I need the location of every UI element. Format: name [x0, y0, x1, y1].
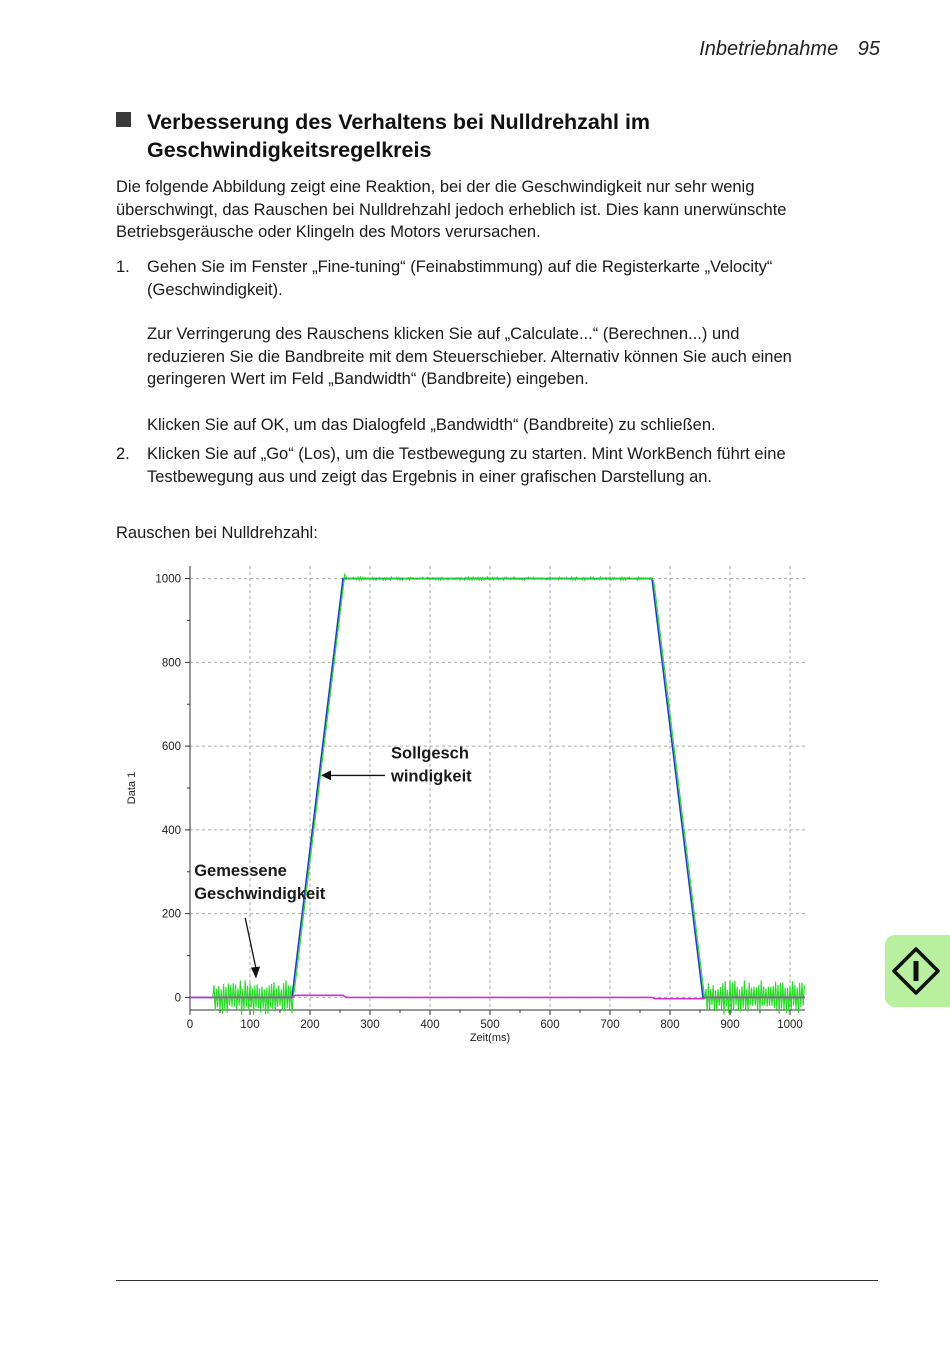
intro-line: Betriebsgeräusche oder Klingeln des Motors verursachen.	[116, 223, 541, 241]
section-title	[147, 108, 867, 164]
y-tick-label: 800	[161, 657, 181, 670]
annotation-sollgeschwindigkeit-line1: Sollgesch	[391, 744, 469, 763]
step-line: Klicken Sie auf „Go“ (Los), um die Testbewegung zu starten. Mint WorkBench führt eine	[147, 445, 786, 463]
section-bullet-icon	[116, 112, 131, 127]
annotation-arrow-line	[245, 918, 256, 969]
step-line: Klicken Sie auf OK, um das Dialogfeld „Bandwidth“ (Bandbreite) zu schließen.	[147, 416, 716, 434]
step-line: reduzieren Sie die Bandbreite mit dem Steuerschieber. Alternativ können Sie auch einen	[147, 347, 792, 366]
chart-svg	[120, 560, 820, 1060]
step-number: 2.	[116, 445, 130, 463]
intro-paragraph	[116, 176, 866, 244]
x-axis-label: Zeit(ms)	[469, 1032, 511, 1044]
annotation-gemessene-line2: Geschwindigkeit	[194, 884, 326, 903]
y-axis-label: Data 1	[126, 771, 138, 805]
x-tick-label: 200	[300, 1019, 320, 1031]
series-line-sollgeschwindigkeit	[190, 579, 805, 998]
y-tick-label: 400	[161, 824, 181, 837]
x-tick-label: 600	[540, 1019, 560, 1031]
step-line: Gehen Sie im Fenster „Fine-tuning“ (Feinabstimmung) auf die Registerkarte „Velocity“	[147, 258, 773, 276]
annotation-gemessene-line1: Gemessene	[194, 861, 287, 880]
intro-line: überschwingt, das Rauschen bei Nulldrehzahl jedoch erheblich ist. Dies kann unerwünschte	[116, 200, 787, 219]
intro-line: Die folgende Abbildung zeigt eine Reaktion, bei der die Geschwindigkeit nur sehr wenig	[116, 178, 755, 196]
x-tick-label: 300	[360, 1019, 380, 1031]
step-subparagraph	[147, 323, 872, 391]
step-line: geringeren Wert im Feld „Bandwidth“ (Bandbreite) eingeben.	[147, 370, 589, 388]
y-tick-label: 0	[174, 992, 181, 1005]
x-tick-label: 700	[600, 1019, 620, 1031]
x-tick-label: 900	[720, 1019, 740, 1031]
figure-caption: Rauschen bei Nulldrehzahl:	[116, 524, 318, 542]
y-tick-label: 200	[161, 908, 181, 921]
x-tick-label: 100	[240, 1019, 260, 1031]
section-title-line: Verbesserung des Verhaltens bei Nulldrehzahl im	[147, 110, 651, 134]
footer-rule	[116, 1280, 878, 1281]
running-header	[699, 38, 880, 61]
y-tick-label: 1000	[155, 573, 181, 586]
x-tick-label: 1000	[777, 1019, 803, 1031]
page-number: 95	[857, 38, 880, 60]
y-tick-label: 600	[161, 741, 181, 754]
step-line: Testbewegung aus und zeigt das Ergebnis in einer grafischen Darstellung an.	[147, 467, 713, 486]
x-tick-label: 500	[480, 1019, 500, 1031]
step-number: 1.	[116, 258, 130, 276]
chapter-tab	[885, 935, 950, 1007]
x-tick-label: 400	[420, 1019, 440, 1031]
series-line-gemessene-geschwindigkeit	[190, 574, 804, 1015]
step-line: (Geschwindigkeit).	[147, 280, 283, 299]
annotation-arrowhead	[251, 967, 260, 979]
step-line: Zur Verringerung des Rauschens klicken Sie auf „Calculate...“ (Berechnen...) und	[147, 325, 740, 343]
step-text	[147, 256, 872, 301]
section-title-line: Geschwindigkeitsregelkreis	[147, 138, 432, 162]
velocity-chart	[120, 560, 820, 1060]
diamond-info-icon	[891, 946, 941, 996]
x-tick-label: 800	[660, 1019, 680, 1031]
x-tick-label: 0	[186, 1019, 194, 1031]
step-subparagraph	[147, 414, 872, 437]
header-section-title: Inbetriebnahme	[699, 38, 839, 60]
annotation-sollgeschwindigkeit-line2: windigkeit	[391, 767, 472, 786]
step-text	[147, 443, 872, 488]
annotation-arrowhead	[321, 770, 331, 780]
